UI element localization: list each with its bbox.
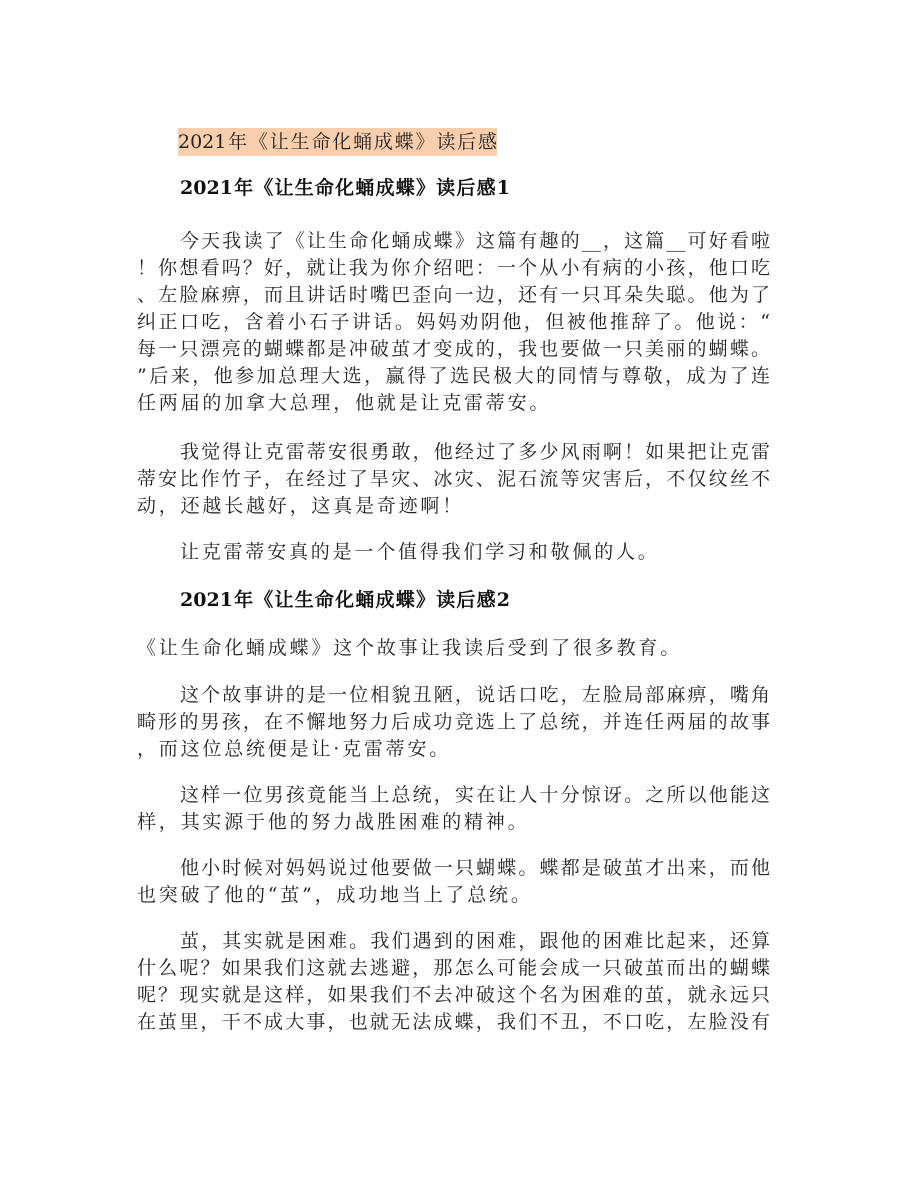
- paragraph-line: 让克雷蒂安真的是一个值得我们学习和敬佩的人。: [180, 541, 660, 563]
- paragraph-line: ，而这位总统便是让·克雷蒂安。: [137, 738, 452, 760]
- paragraph-line: 这个故事讲的是一位相貌丑陋，说话口吃，左脸局部麻痹，嘴角: [180, 684, 770, 706]
- paragraph-line: 任两届的加拿大总理，他就是让克雷蒂安。: [137, 392, 552, 414]
- paragraph-line: 在茧里，干不成大事，也就无法成蝶，我们不丑，不口吃，左脸没有: [137, 1011, 770, 1033]
- paragraph-line: 也突破了他的“茧”，成功地当上了总统。: [137, 884, 533, 906]
- paragraph-line: 、左脸麻痹，而且讲话时嘴巴歪向一边，还有一只耳朵失聪。他为了: [137, 284, 770, 306]
- paragraph-line: 什么呢？如果我们这就去逃避，那怎么可能会成一只破茧而出的蝴蝶: [137, 957, 770, 979]
- paragraph-line: 《让生命化蛹成蝶》这个故事让我读后受到了很多教育。: [137, 637, 683, 659]
- section-heading-1: 2021年《让生命化蛹成蝶》读后感1: [180, 177, 510, 199]
- paragraph-line: 样，其实源于他的努力战胜困难的精神。: [137, 811, 530, 833]
- paragraph-line: 茧，其实就是困难。我们遇到的困难，跟他的困难比起来，还算: [180, 930, 770, 952]
- paragraph-line: 这样一位男孩竟能当上总统，实在让人十分惊讶。之所以他能这: [180, 784, 770, 806]
- paragraph-line: ”后来，他参加总理大选，赢得了选民极大的同情与尊敬，成为了连: [137, 365, 770, 387]
- paragraph-line: 蒂安比作竹子，在经过了旱灾、冰灾、泥石流等灾害后，不仅纹丝不: [137, 468, 770, 490]
- document-title: 2021年《让生命化蛹成蝶》读后感: [178, 131, 497, 153]
- paragraph-line: ！你想看吗？好，就让我为你介绍吧：一个从小有病的小孩，他口吃: [137, 257, 770, 279]
- paragraph-line: 他小时候对妈妈说过他要做一只蝴蝶。蝶都是破茧才出来，而他: [180, 857, 770, 879]
- paragraph-line: 纠正口吃，含着小石子讲话。妈妈劝阴他，但被他推辞了。他说：“: [137, 311, 770, 333]
- paragraph-line: 每一只漂亮的蝴蝶都是冲破茧才变成的，我也要做一只美丽的蝴蝶。: [137, 338, 770, 360]
- paragraph-line: 呢？现实就是这样，如果我们不去冲破这个名为困难的茧，就永远只: [137, 984, 770, 1006]
- paragraph-line: 我觉得让克雷蒂安很勇敢，他经过了多少风雨啊！如果把让克雷: [180, 441, 770, 463]
- paragraph-line: 今天我读了《让生命化蛹成蝶》这篇有趣的__，这篇__可好看啦: [180, 230, 770, 252]
- section-heading-2: 2021年《让生命化蛹成蝶》读后感2: [180, 589, 510, 611]
- paragraph-line: 动，还越长越好，这真是奇迹啊！: [137, 495, 465, 517]
- paragraph-line: 畸形的男孩，在不懈地努力后成功竞选上了总统，并连任两届的故事: [137, 711, 770, 733]
